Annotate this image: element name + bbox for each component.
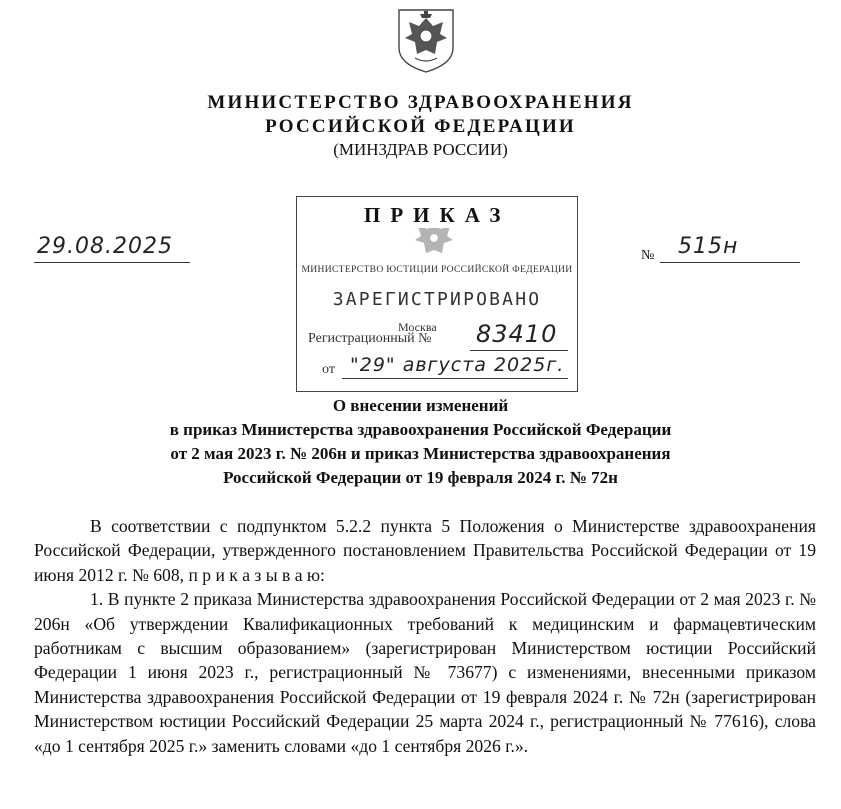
stamp-date-underline (342, 378, 568, 379)
ministry-name-line1: МИНИСТЕРСТВО ЗДРАВООХРАНЕНИЯ (207, 92, 634, 113)
stamp-registration-number: 83410 (476, 320, 558, 348)
coat-of-arms-icon (395, 4, 457, 74)
order-title-line1: О внесении изменений (332, 396, 509, 415)
document-type-title: ПРИКАЗ (360, 203, 514, 228)
order-title-line2: в приказ Министерства здравоохранения Российской Федерации (169, 420, 672, 439)
ministry-name-line2: РОССИЙСКОЙ ФЕДЕРАЦИИ (265, 116, 576, 137)
stamp-registration-date: "29" августа 2025г. (350, 354, 565, 376)
stamp-registration-label: Регистрационный № (308, 331, 432, 346)
stamp-city: Москва (398, 320, 437, 334)
body-paragraph-item-1: 1. В пункте 2 приказа Министерства здравоохранения Российской Федерации от 2 мая 2023 г. № 206н «Об утверждении Квалификационных требований к медицинским и фармацевтическим работникам с высшим образованием» (зарегистрирован Министерством юстиции Российский Федерации 1 июня 2023 г., регистрационный № 73677) с изменениями, внесенными приказом Министерства здравоохранения Российской Федерации от 19 февраля 2024 г. № 72н (зарегистрирован Министерством юстиции Российский Федерации 25 марта 2024 г., регистрационный № 77616), слова «до 1 сентября 2025 г.» заменить словами «до 1 сентября 2026 г.». (34, 589, 816, 756)
stamp-date-prefix: от (322, 362, 335, 377)
order-date: 29.08.2025 (37, 234, 173, 259)
number-underline (660, 262, 800, 263)
order-number: 515н (678, 234, 739, 259)
order-title-line4: Российской Федерации от 19 февраля 2024 г. № 72н (223, 468, 618, 487)
order-number-label: № (641, 248, 655, 263)
order-body (34, 514, 816, 758)
stamp-regnum-underline (470, 350, 568, 351)
stamp-ministry-justice: МИНИСТЕРСТВО ЮСТИЦИИ РОССИЙСКОЙ ФЕДЕРАЦИИ (301, 264, 573, 275)
order-title-line3: от 2 мая 2023 г. № 206н и приказ Министерства здравоохранения (170, 444, 671, 463)
body-paragraph-preamble: В соответствии с подпунктом 5.2.2 пункта 5 Положения о Министерстве здравоохранения Российской Федерации, утвержденного постановлением Правительства Российской Федерации от 19 июня 2012 г. № 608, п р и к а з ы в а ю: (34, 516, 816, 585)
ministry-short-name: (МИНЗДРАВ РОССИИ) (333, 140, 508, 159)
date-underline (34, 262, 190, 263)
stamp-registered-label: ЗАРЕГИСТРИРОВАНО (332, 289, 542, 310)
